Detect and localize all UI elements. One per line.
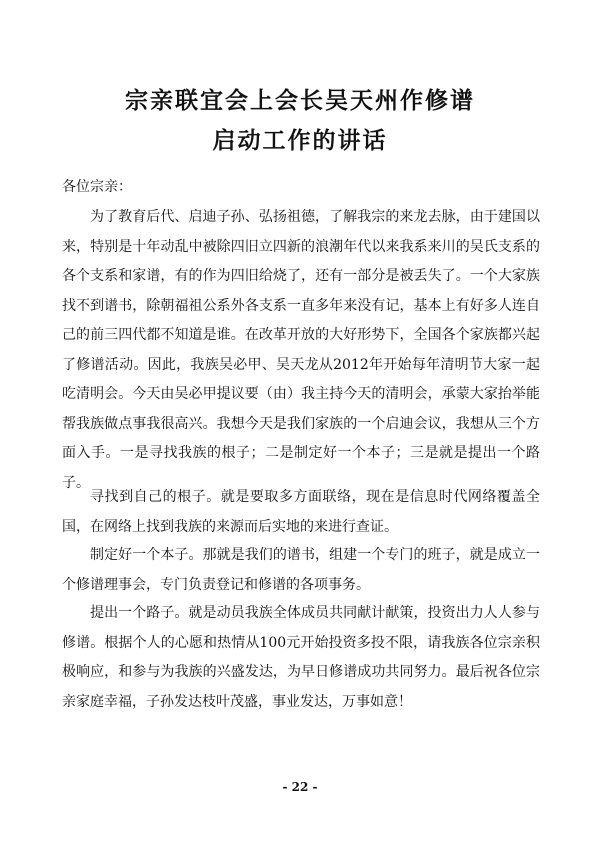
- page-number: - 22 -: [282, 780, 318, 794]
- document-title-line-2: 启动工作的讲话: [212, 127, 388, 154]
- greeting: 各位宗亲：: [62, 179, 132, 195]
- paragraph-find-roots: 寻找到自己的根子。就是要取多方面联络，现在是信息时代网络覆盖全国，在网络上找到我族的来源而后实地的来进行查证。: [62, 489, 540, 535]
- document-title-line-1: 宗亲联宜会上会长吴天州作修谱: [125, 87, 475, 114]
- paragraph-intro: 为了教育后代、启迪子孙、弘扬祖德，了解我宗的来龙去脉，由于建国以来，特别是十年动乱中被除四旧立四新的浪潮年代以来我系来川的吴氏支系的各个支系和家谱，有的作为四旧给烧了，还有一部分是被丢失了。一个大家族找不到谱书，除朝福祖公系外各支系一直多年来没有记，基本上有好多人连自己的前三四代都不知道是谁。在改革开放的大好形势下，全国各个家族都兴起了修谱活动。因此，我族吴必甲、吴天龙从2012年开始每年清明节大家一起吃清明会。今天由吴必甲提议要（由）我主持今天的清明会，承蒙大家抬举能帮我族做点事我很高兴。我想今天是我们家族的一个启迪会议，我想从三个方面入手。一是寻找我族的根子；二是制定好一个本子；三是就是提出一个路子。: [62, 209, 540, 491]
- paragraph-path-forward: 提出一个路子。就是动员我族全体成员共同献计献策，投资出力人人参与修谱。根据个人的心愿和热情从100元开始投资多投不限，请我族各位宗亲积极响应，和参与为我族的兴盛发达，为早日修谱成功共同努力。最后祝各位宗亲家庭幸福，子孙发达枝叶茂盛，事业发达，万事如意！: [62, 605, 540, 710]
- paragraph-genealogy-book: 制定好一个本子。那就是我们的谱书，组建一个专门的班子，就是成立一个修谱理事会，专门负责登记和修谱的各项事务。: [62, 547, 540, 593]
